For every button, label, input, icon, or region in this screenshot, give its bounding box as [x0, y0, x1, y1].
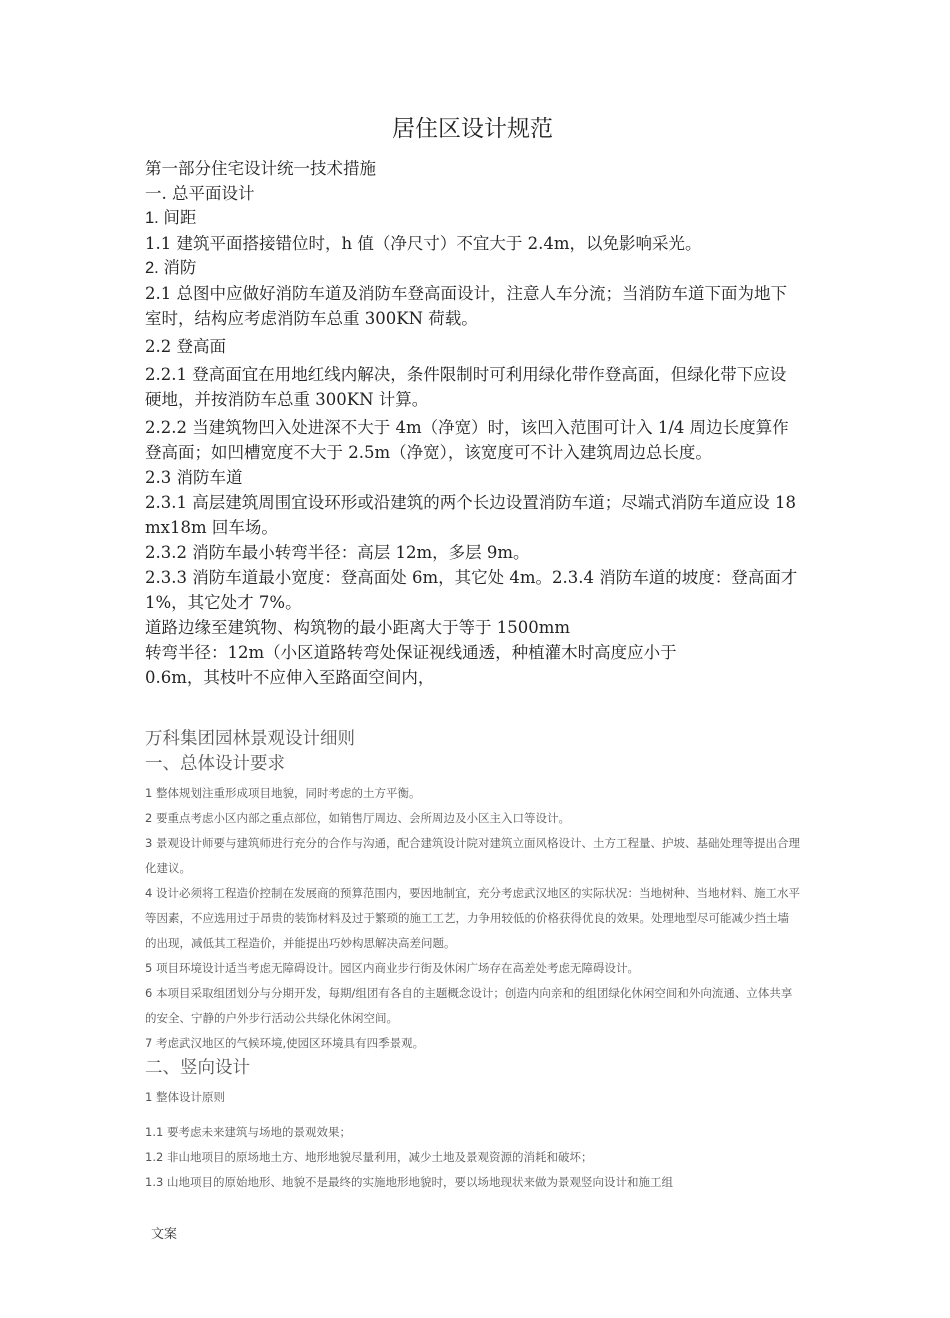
- subsection-2-2: 2.2 登高面: [145, 337, 226, 356]
- subsection-spacing: 1. 间距: [145, 209, 197, 227]
- list-item-2: 2 要重点考虑小区内部之重点部位，如销售厅周边、会所周边及小区主入口等设计。: [145, 811, 570, 825]
- subsection-fire: 2. 消防: [145, 259, 197, 277]
- subsection-2-3: 2.3 消防车道: [145, 468, 243, 487]
- list-item-6: 6 本项目采取组团划分与分期开发，每期/组团有各自的主题概念设计；创造内向亲和的组团绿化休闲空间和外向流通、立体共享的安全、宁静的户外步行活动公共绿化休闲空间。: [145, 986, 793, 1025]
- paragraph-turn-radius: 转弯半径：12m（小区道路转弯处保证视线通透，种植灌木时高度应小于: [145, 643, 677, 662]
- part-one-heading: 第一部分住宅设计统一技术措施: [145, 159, 376, 178]
- list-item-3: 3 景观设计师要与建筑师进行充分的合作与沟通，配合建筑设计院对建筑立面风格设计、土方工程量、护坡、基础处理等提出合理化建议。: [145, 836, 800, 875]
- paragraph-2-3-2: 2.3.2 消防车最小转弯半径：高层 12m，多层 9m。: [145, 543, 530, 562]
- vertical-item-1-2: 1.2 非山地项目的原场地土方、地形地貌尽量利用，减少土地及景观资源的消耗和破坏；: [145, 1150, 593, 1164]
- paragraph-2-2-2: 2.2.2 当建筑物凹入处进深不大于 4m（净宽）时，该凹入范围可计入 1/4 周边长度算作登高面；如凹槽宽度不大于 2.5m（净宽），该宽度可不计入建筑周边总长度。: [145, 418, 789, 462]
- vertical-principle: 1 整体设计原则: [145, 1090, 225, 1104]
- list-item-1: 1 整体规划注重形成项目地貌，同时考虑的土方平衡。: [145, 786, 421, 800]
- page-title: 居住区设计规范: [392, 116, 553, 142]
- section-heading-overall: 一、总体设计要求: [145, 754, 285, 774]
- part-two-heading: 万科集团园林景观设计细则: [145, 729, 355, 749]
- paragraph-2-3-1: 2.3.1 高层建筑周围宜设环形或沿建筑的两个长边设置消防车道；尽端式消防车道应设 18mx18m 回车场。: [145, 493, 796, 537]
- part-two-section: [145, 727, 800, 1195]
- section-heading-general-plan: 一. 总平面设计: [145, 184, 255, 203]
- paragraph-2-1: 2.1 总图中应做好消防车道及消防车登高面设计，注意人车分流；当消防车道下面为地下室时，结构应考虑消防车总重 300KN 荷载。: [145, 284, 787, 328]
- paragraph-1-1: 1.1 建筑平面搭接错位时，h 值（净尺寸）不宜大于 2.4m，以免影响采光。: [145, 234, 702, 253]
- vertical-item-1-1: 1.1 要考虑未来建筑与场地的景观效果；: [145, 1125, 351, 1139]
- list-item-5: 5 项目环境设计适当考虑无障碍设计。园区内商业步行街及休闲广场存在高差处考虑无障碍设计。: [145, 961, 639, 975]
- list-item-7: 7 考虑武汉地区的气候环境,使园区环境具有四季景观。: [145, 1036, 425, 1050]
- list-item-4: 4 设计必须将工程造价控制在发展商的预算范围内，要因地制宜，充分考虑武汉地区的实际状况：当地树种、当地材料、施工水平等因素，不应选用过于昂贵的装饰材料及过于繁琐的施工工艺，力争用较低的价格获得优良的效果。处理地型尽可能减少挡土墙的出现，减低其工程造价，并能提出巧妙构思解决高差问题。: [145, 886, 800, 950]
- paragraph-2-3-3: 2.3.3 消防车道最小宽度：登高面处 6m，其它处 4m。2.3.4 消防车道的坡度：登高面才 1%，其它处才 7%。: [145, 568, 798, 612]
- vertical-item-1-3: 1.3 山地项目的原始地形、地貌不是最终的实施地形地貌时，要以场地现状来做为景观竖向设计和施工组: [145, 1175, 673, 1189]
- paragraph-2-2-1: 2.2.1 登高面宜在用地红线内解决，条件限制时可利用绿化带作登高面，但绿化带下应设硬地，并按消防车总重 300KN 计算。: [145, 365, 787, 409]
- section-heading-vertical: 二、竖向设计: [145, 1058, 250, 1078]
- paragraph-turn-radius-cont: 0.6m，其枝叶不应伸入至路面空间内，: [145, 668, 435, 687]
- part-one-section: [145, 156, 800, 690]
- footer-label: 文案: [151, 1227, 178, 1242]
- paragraph-road-distance: 道路边缘至建筑物、构筑物的最小距离大于等于 1500mm: [145, 618, 571, 637]
